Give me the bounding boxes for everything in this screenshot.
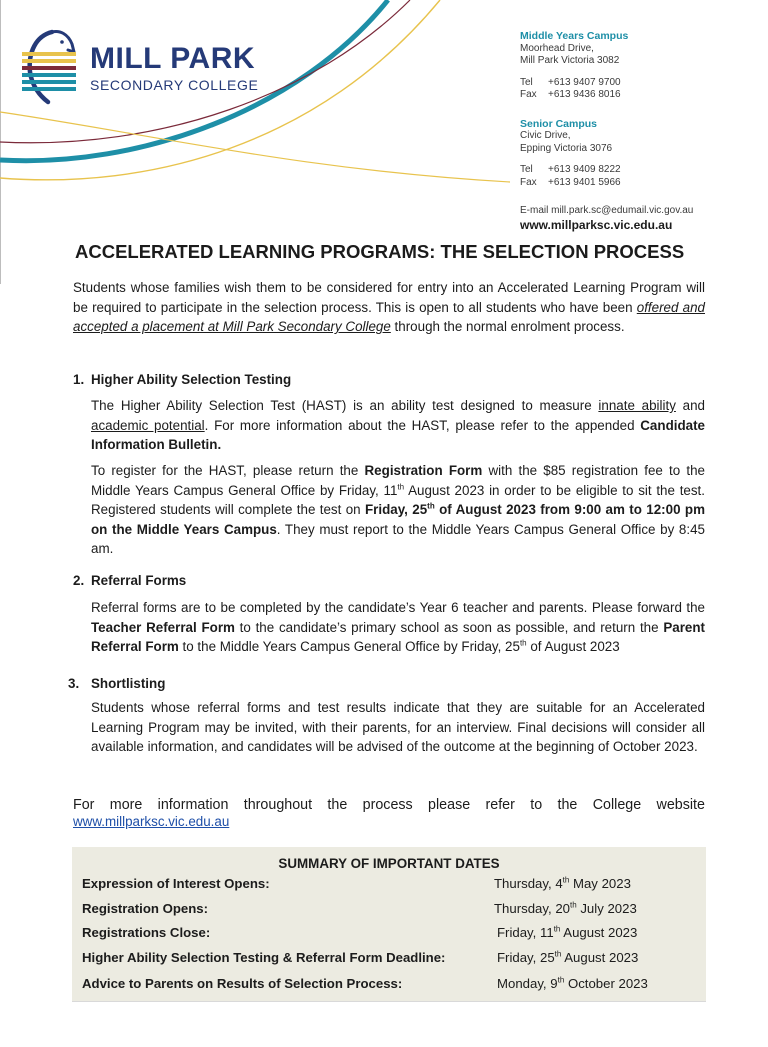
section-2-paragraph: Referral forms are to be completed by the candidate’s Year 6 teacher and parents. Please forward the Teacher Referral Form to the candidate’s primary school as soon as possible, and return the Parent Referral Form to the Middle Years Campus General Office by Friday, 25th of August 2023 bbox=[91, 600, 705, 655]
summary-box bbox=[72, 847, 706, 1001]
section-3-paragraph: Students whose referral forms and test results indicate that they are suitable for an Accelerated Learning Program may be invited, with their parents, for an interview. Final decisions will consider all available information, and candidates will be advised of the outcome at the beginning of October 2023. bbox=[91, 700, 705, 755]
school-logo bbox=[18, 22, 268, 112]
contact-email: E-mail mill.park.sc@edumail.vic.gov.au bbox=[520, 205, 694, 216]
more-info-text: For more information throughout the process please refer to the College website bbox=[73, 797, 705, 813]
summary-row-label: Advice to Parents on Results of Selection Process: bbox=[82, 976, 403, 991]
section-3-heading: 3. Shortlisting bbox=[68, 676, 166, 691]
summary-title: SUMMARY OF IMPORTANT DATES bbox=[278, 856, 500, 871]
divider bbox=[72, 1001, 706, 1002]
middle-campus-tel: Tel +613 9407 9700 bbox=[520, 76, 621, 88]
summary-row-date: Thursday, 4th May 2023 bbox=[494, 875, 631, 891]
summary-row-date: Friday, 25th August 2023 bbox=[497, 949, 639, 965]
summary-row-date: Thursday, 20th July 2023 bbox=[494, 900, 637, 916]
letterhead bbox=[0, 0, 768, 240]
contact-website: www.millparksc.vic.edu.au bbox=[520, 217, 673, 232]
section-1-paragraph-1: The Higher Ability Selection Test (HAST) is an ability test designed to measure innate ability and academic potential. For more information about the HAST, please refer to the appended Candidate Information Bulletin. bbox=[91, 398, 705, 453]
section-1-heading: 1. Higher Ability Selection Testing bbox=[73, 372, 292, 387]
summary-row-date: Monday, 9th October 2023 bbox=[497, 975, 648, 991]
page-title: ACCELERATED LEARNING PROGRAMS: THE SELECTION PROCESS bbox=[75, 241, 685, 262]
middle-campus-address-2: Mill Park Victoria 3082 bbox=[520, 55, 620, 66]
summary-row-label: Registration Opens: bbox=[82, 901, 209, 916]
summary-row-label: Higher Ability Selection Testing & Referral Form Deadline: bbox=[82, 950, 446, 965]
middle-campus-name: Middle Years Campus bbox=[520, 30, 629, 42]
senior-campus-fax: Fax +613 9401 5966 bbox=[520, 176, 621, 188]
college-website-link[interactable]: www.millparksc.vic.edu.au bbox=[73, 814, 230, 829]
school-name: MILL PARK bbox=[90, 42, 256, 75]
summary-row-label: Registrations Close: bbox=[82, 925, 211, 940]
senior-campus-name: Senior Campus bbox=[520, 117, 598, 130]
contact-block bbox=[520, 30, 693, 232]
horse-emblem-icon bbox=[18, 22, 84, 110]
summary-row-date: Friday, 11th August 2023 bbox=[497, 924, 638, 940]
middle-campus-address-1: Moorhead Drive, bbox=[520, 42, 594, 54]
section-1-paragraph-2: To register for the HAST, please return the Registration Form with the $85 registration fee to the Middle Years Campus General Office by Friday, 11th August 2023 in order to be eligible to sit the test. Registered students will complete the test on Friday, 25th of August 2023 from 9:00 am to 12:00 pm on the Middle Years Campus. They must report to the Middle Years Campus General Office by 8:45 am. bbox=[91, 463, 706, 557]
middle-campus-fax: Fax +613 9436 8016 bbox=[520, 89, 621, 100]
intro-paragraph: Students whose families wish them to be considered for entry into an Accelerated Learning Program will be required to participate in the selection process. This is open to all students who have been offered and accepted a placement at Mill Park Secondary College through the normal enrolment process. bbox=[73, 280, 705, 335]
section-2-heading: 2. Referral Forms bbox=[73, 573, 187, 588]
senior-campus-address-2: Epping Victoria 3076 bbox=[520, 142, 613, 154]
senior-campus-address-1: Civic Drive, bbox=[520, 130, 571, 141]
intro-emphasis: offered and accepted a placement at Mill Park Secondary College bbox=[73, 299, 705, 335]
summary-row-label: Expression of Interest Opens: bbox=[82, 876, 270, 891]
school-subtitle: SECONDARY COLLEGE bbox=[90, 77, 259, 93]
senior-campus-tel: Tel +613 9409 8222 bbox=[520, 164, 621, 175]
